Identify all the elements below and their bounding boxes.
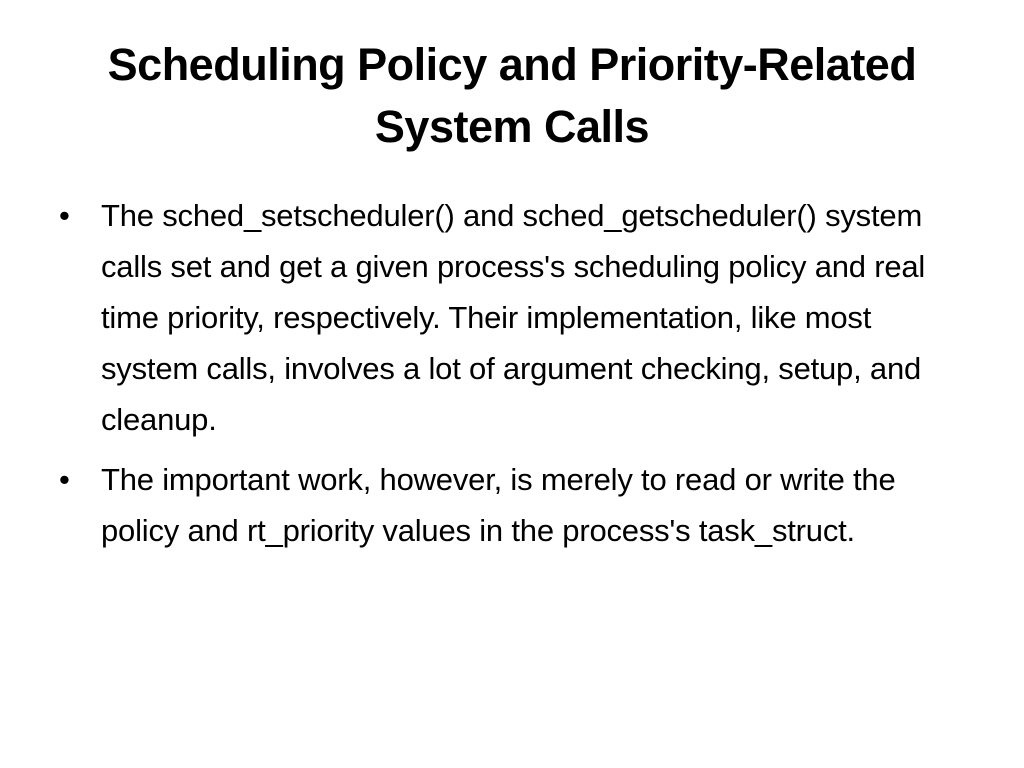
bullet-list bbox=[56, 190, 956, 565]
slide-title: Scheduling Policy and Priority-Related System Calls bbox=[107, 39, 917, 152]
bullet-dot-icon: • bbox=[59, 198, 70, 233]
bullet-dot-icon: • bbox=[59, 462, 70, 497]
bullet-item bbox=[56, 190, 956, 445]
bullet-text: The sched_setscheduler() and sched_getscheduler() system calls set and get a given process's scheduling policy and real time priority, respectively. Their implementation, like most system calls, involves a lot of argument checking, setup, and cleanup. bbox=[101, 198, 926, 437]
bullet-text: The important work, however, is merely to read or write the policy and rt_priority values in the process's task_struct. bbox=[101, 462, 896, 548]
bullet-item bbox=[56, 454, 956, 556]
